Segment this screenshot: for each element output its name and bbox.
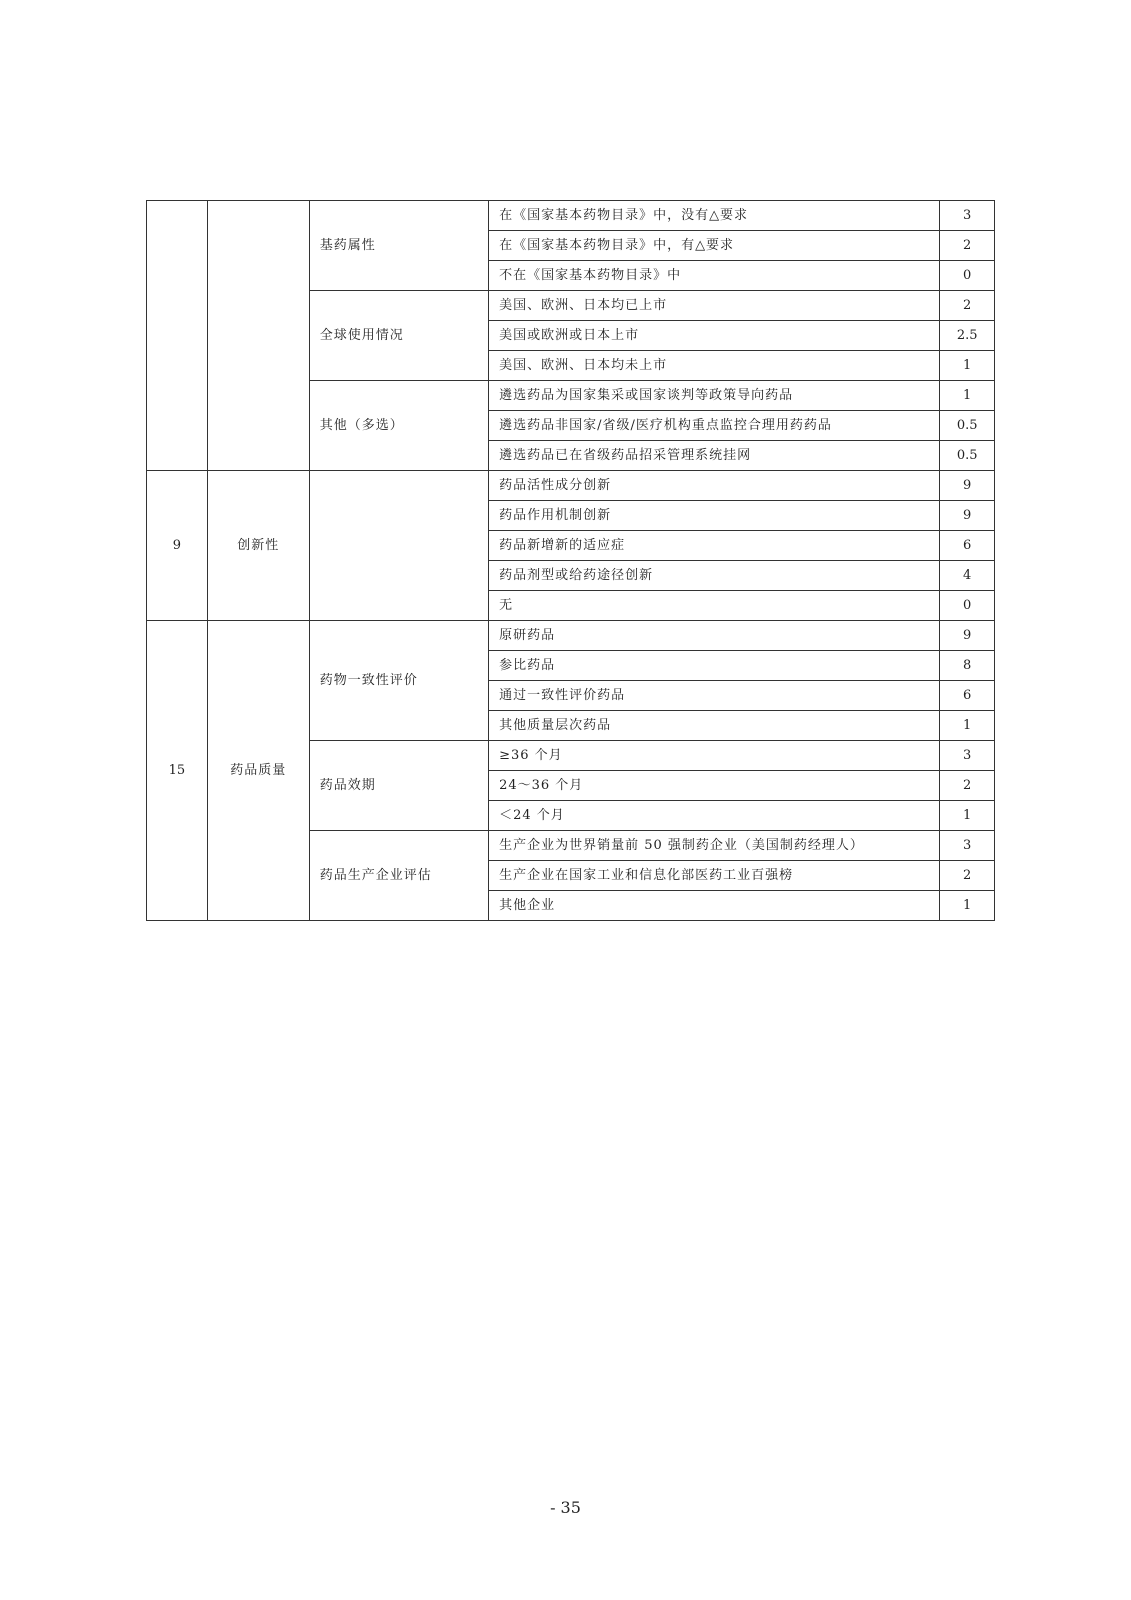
criterion-cell: 参比药品 [489,651,940,681]
score-cell: 9 [940,621,995,651]
criterion-cell: 美国、欧洲、日本均未上市 [489,351,940,381]
score-cell: 2 [940,231,995,261]
score-cell: 1 [940,381,995,411]
criterion-cell: 生产企业为世界销量前 50 强制药企业（美国制药经理人） [489,831,940,861]
criterion-cell: 药品作用机制创新 [489,501,940,531]
criterion-cell: 生产企业在国家工业和信息化部医药工业百强榜 [489,861,940,891]
score-cell: 0 [940,591,995,621]
score-cell: 1 [940,711,995,741]
group-number: 9 [147,471,208,621]
score-cell: 0 [940,261,995,291]
score-cell: 6 [940,681,995,711]
criterion-cell: 遴选药品非国家/省级/医疗机构重点监控合理用药药品 [489,411,940,441]
criterion-cell: ≥36 个月 [489,741,940,771]
table-row [147,471,995,501]
subgroup-name: 药品效期 [309,741,488,831]
subgroup-name: 全球使用情况 [309,291,488,381]
criterion-cell: 遴选药品已在省级药品招采管理系统挂网 [489,441,940,471]
score-cell: 9 [940,471,995,501]
table-row [147,621,995,651]
criterion-cell: 原研药品 [489,621,940,651]
subgroup-name: 基药属性 [309,201,488,291]
criterion-cell: 通过一致性评价药品 [489,681,940,711]
score-cell: 1 [940,351,995,381]
group-name: 药品质量 [207,621,309,921]
criterion-cell: ＜24 个月 [489,801,940,831]
score-cell: 3 [940,201,995,231]
group-number [147,201,208,471]
criterion-cell: 24～36 个月 [489,771,940,801]
score-cell: 0.5 [940,441,995,471]
subgroup-name: 药品生产企业评估 [309,831,488,921]
scoring-table [146,200,995,921]
score-cell: 8 [940,651,995,681]
subgroup-name: 其他（多选） [309,381,488,471]
criterion-cell: 药品新增新的适应症 [489,531,940,561]
score-cell: 9 [940,501,995,531]
criterion-cell: 不在《国家基本药物目录》中 [489,261,940,291]
subgroup-name [309,471,488,621]
score-cell: 0.5 [940,411,995,441]
score-cell: 3 [940,831,995,861]
score-cell: 2 [940,291,995,321]
criterion-cell: 其他企业 [489,891,940,921]
criterion-cell: 无 [489,591,940,621]
criterion-cell: 药品剂型或给药途径创新 [489,561,940,591]
group-name: 创新性 [207,471,309,621]
criterion-cell: 药品活性成分创新 [489,471,940,501]
score-cell: 4 [940,561,995,591]
subgroup-name: 药物一致性评价 [309,621,488,741]
criterion-cell: 遴选药品为国家集采或国家谈判等政策导向药品 [489,381,940,411]
scoring-table-body [147,201,995,921]
score-cell: 3 [940,741,995,771]
score-cell: 1 [940,891,995,921]
criterion-cell: 在《国家基本药物目录》中，有△要求 [489,231,940,261]
score-cell: 2.5 [940,321,995,351]
score-cell: 1 [940,801,995,831]
score-cell: 2 [940,861,995,891]
group-number: 15 [147,621,208,921]
criterion-cell: 其他质量层次药品 [489,711,940,741]
group-name [207,201,309,471]
score-cell: 2 [940,771,995,801]
page-number: - 35 [550,1498,581,1517]
score-cell: 6 [940,531,995,561]
criterion-cell: 美国、欧洲、日本均已上市 [489,291,940,321]
criterion-cell: 美国或欧洲或日本上市 [489,321,940,351]
criterion-cell: 在《国家基本药物目录》中，没有△要求 [489,201,940,231]
table-row [147,201,995,231]
